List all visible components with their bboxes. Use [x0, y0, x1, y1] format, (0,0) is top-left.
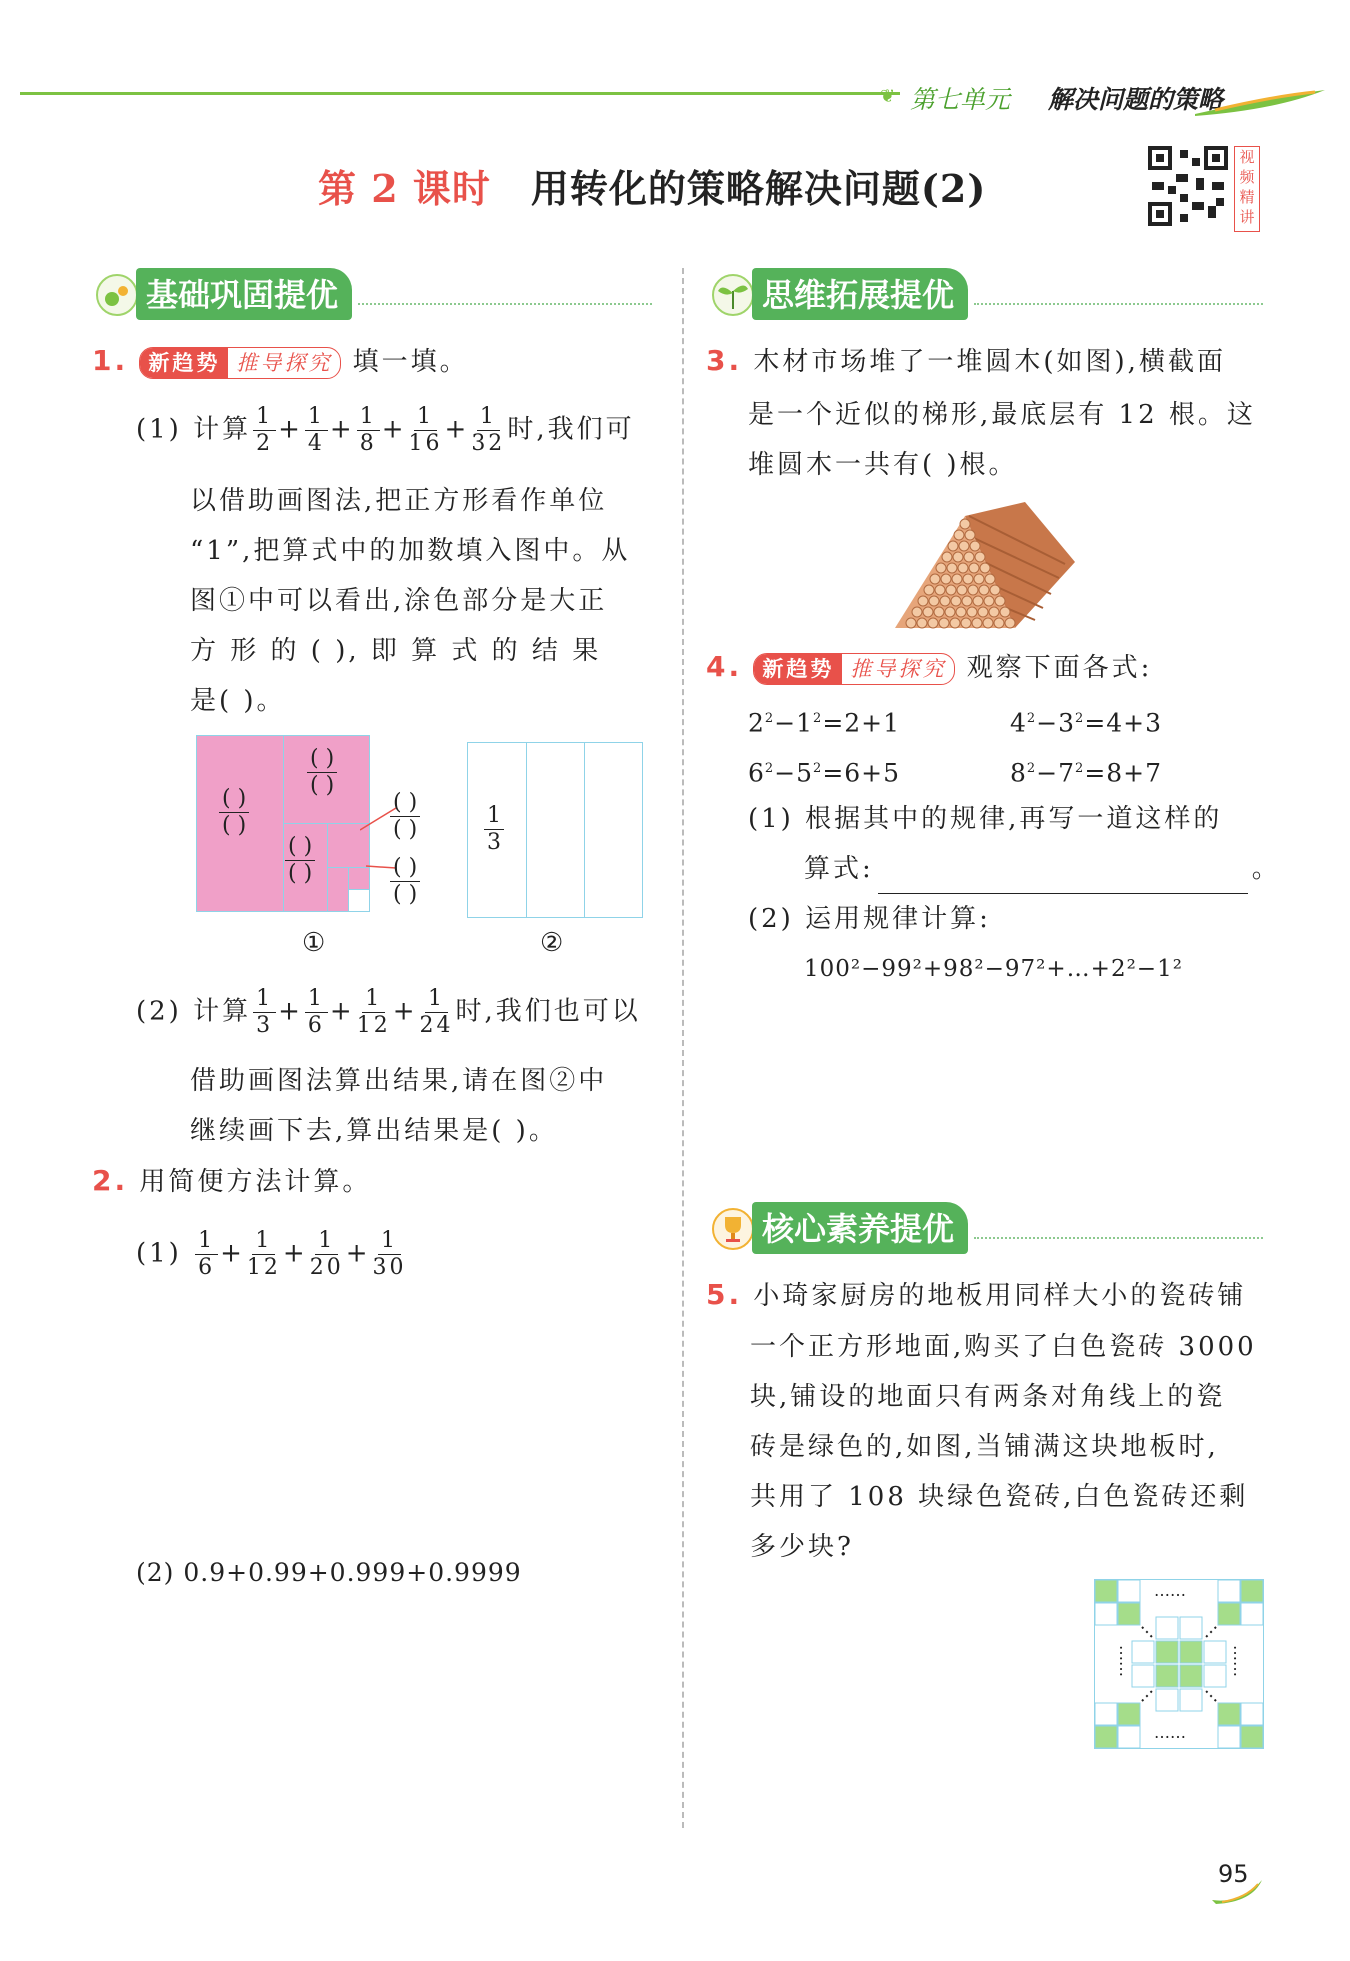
tile-dots-top: ……: [1154, 1581, 1186, 1600]
fig1-blank-16th: $\frac{( )}{( )}$: [388, 790, 422, 843]
q1-p1-line1: (1) 计算 $\frac{1}{2}$ + $\frac{1}{4}$ + $\frac{1}{8}$ + $\frac{1}{16}$ + $\frac{1}{32}$ 时,我们可: [136, 404, 635, 456]
q5-line2: 一个正方形地面,购买了白色瓷砖 3000: [750, 1332, 1257, 1362]
fig1-blank-32nd: $\frac{( )}{( )}$: [388, 855, 422, 908]
header-rule: [20, 92, 900, 95]
leaf-icon: ❦: [880, 86, 896, 107]
column-divider: [682, 268, 684, 1828]
q1-p2-line2: 借助画图法算出结果,请在图②中: [190, 1066, 608, 1096]
q2-number: 2.: [92, 1164, 129, 1197]
qr-code-icon[interactable]: [1148, 146, 1228, 226]
fig2-third: $\frac{1}{3}$: [482, 803, 506, 856]
trend-badge: 新趋势 推导探究: [753, 653, 955, 685]
tile-dots-bottom: ……: [1154, 1723, 1186, 1742]
trophy-icon: [708, 1203, 758, 1253]
q1-p2-line3: 继续画下去,算出结果是( )。: [190, 1116, 558, 1146]
lesson-number: 第 2 课时: [318, 166, 491, 211]
q1-p1-line3: “1”,把算式中的加数填入图中。从: [190, 536, 631, 566]
q4-p2-line1: (2) 运用规律计算:: [748, 904, 991, 934]
q1-number: 1.: [92, 344, 129, 377]
topic-label: 解决问题的策略: [1048, 85, 1224, 114]
section-thinking-label: 思维拓展提优: [752, 268, 968, 320]
log-pile-image: [895, 502, 1075, 632]
q2-instruction: 用简便方法计算。: [139, 1167, 372, 1197]
q5-line6: 多少块?: [750, 1532, 854, 1562]
q1-instruction: 填一填。: [352, 347, 469, 377]
q4-eq-2: $4^2-3^2=4+3$: [1010, 708, 1163, 738]
q1-p2-line1: (2) 计算 $\frac{1}{3}$ + $\frac{1}{6}$ + $\frac{1}{12}$ + $\frac{1}{24}$ 时,我们也可以: [136, 986, 641, 1038]
page-title: [318, 158, 986, 213]
section-core: [708, 1206, 1263, 1250]
q3-line3: 堆圆木一共有( )根。: [748, 450, 1018, 480]
figure-1: [196, 735, 370, 912]
q1-p1-line2: 以借助画图法,把正方形看作单位: [190, 486, 608, 516]
sprout-icon: [708, 269, 758, 319]
q4-eq-1: $2^2-1^2=2+1$: [748, 708, 901, 738]
video-tag: 视频精讲: [1234, 146, 1260, 232]
q4-p2-expr: 100²−99²+98²−97²+…+2²−1²: [804, 956, 1183, 982]
fig1-blank-quarter: $\frac{( )}{( )}$: [305, 746, 339, 799]
tile-dots-left: ……: [1116, 1645, 1135, 1677]
q3-line1: 3. 木材市场堆了一堆圆木(如图),横截面: [706, 344, 1226, 377]
section-basic: [92, 272, 652, 316]
q4-p1-line2: 算式: 。: [804, 844, 1281, 894]
fig2-label: ②: [540, 928, 564, 958]
page-number: 95: [1218, 1860, 1249, 1888]
q5-line3: 块,铺设的地面只有两条对角线上的瓷: [750, 1382, 1226, 1412]
unit-label: 第七单元: [910, 85, 1011, 114]
q1-header: [92, 336, 469, 387]
page-swoosh-icon: [1212, 1876, 1264, 1906]
gears-icon: [92, 269, 142, 319]
q2-header: [92, 1156, 371, 1207]
q2-p1: (1) $\frac{1}{6}$ + $\frac{1}{12}$ + $\frac{1}{20}$ + $\frac{1}{30}$: [136, 1228, 407, 1280]
fig1-blank-half: $\frac{( )}{( )}$: [217, 786, 251, 839]
fig1-blank-eighth: $\frac{( )}{( )}$: [283, 834, 317, 887]
q5-line5: 共用了 108 块绿色瓷砖,白色瓷砖还剩: [750, 1482, 1249, 1512]
swoosh-icon: [1195, 88, 1325, 118]
q1-p1-line4: 图①中可以看出,涂色部分是大正: [190, 586, 608, 616]
figure-2: [467, 742, 643, 918]
q2-p2: (2) 0.9+0.99+0.999+0.9999: [136, 1558, 522, 1587]
trend-badge: 新趋势 推导探究: [139, 347, 341, 379]
fig1-label: ①: [302, 928, 326, 958]
section-thinking: [708, 272, 1263, 316]
q1-p1-line6: 是( )。: [190, 686, 286, 716]
q1-p1-line5: 方 形 的 ( ), 即 算 式 的 结 果: [190, 636, 602, 666]
q4-eq-3: $6^2-5^2=6+5$: [748, 758, 901, 788]
section-core-label: 核心素养提优: [752, 1202, 968, 1254]
q5-line4: 砖是绿色的,如图,当铺满这块地板时,: [750, 1432, 1219, 1462]
q4-eq-4: $8^2-7^2=8+7$: [1010, 758, 1163, 788]
lesson-name: 用转化的策略解决问题(2): [530, 166, 987, 211]
q5-line1: 5. 小琦家厨房的地板用同样大小的瓷砖铺: [706, 1278, 1247, 1311]
tile-floor-figure: [1094, 1579, 1264, 1749]
q4-header: 4. 新趋势 推导探究 观察下面各式:: [706, 650, 1153, 683]
section-basic-label: 基础巩固提优: [136, 268, 352, 320]
q3-line2: 是一个近似的梯形,最底层有 12 根。这: [748, 400, 1256, 430]
q4-p1-line1: (1) 根据其中的规律,再写一道这样的: [748, 804, 1223, 834]
tile-dots-right: ……: [1230, 1645, 1249, 1677]
